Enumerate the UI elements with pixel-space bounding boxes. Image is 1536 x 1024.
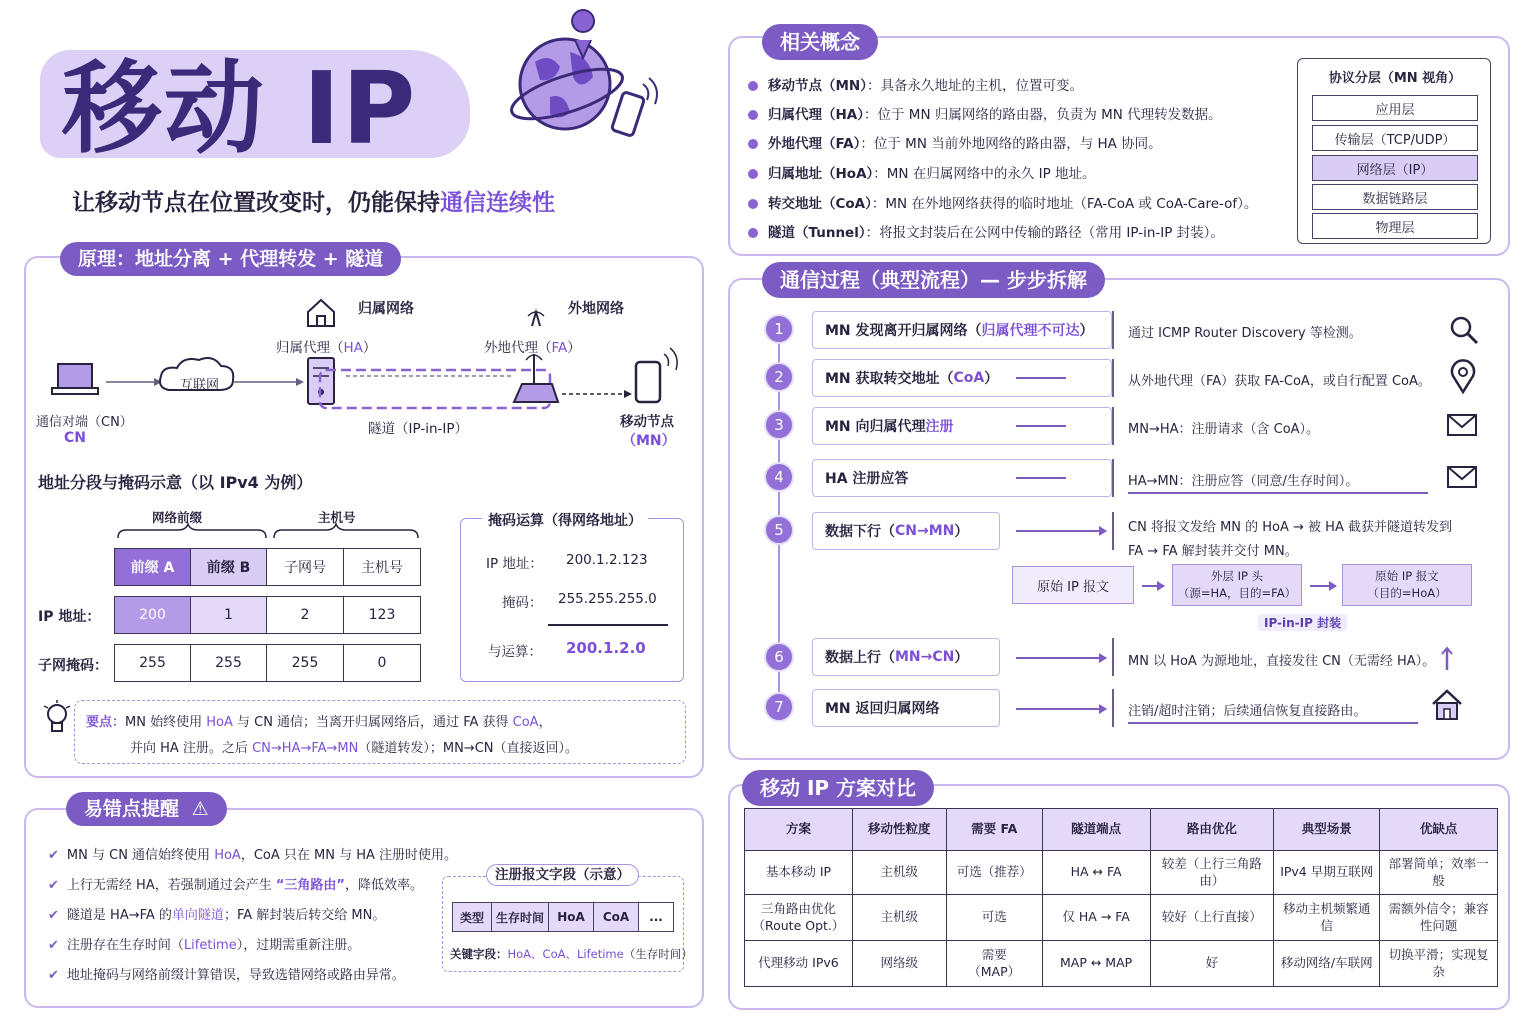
layer-datalink: 数据链路层 [1312,184,1478,210]
ip-row-label: IP 地址： [38,609,101,625]
step-desc: CN 将报文发给 MN 的 HoA → 被 HA 截获并隧道转发到 [1128,520,1452,535]
flow-arrow [1016,708,1106,710]
comparison-heading: 移动 IP 方案对比 [742,770,934,806]
table-header: 隧道端点 [1042,809,1150,851]
step-desc: 从外地代理（FA）获取 FA-CoA，或自行配置 CoA。 [1128,374,1431,389]
ha-label: 归属代理（HA） [276,340,377,356]
magnifier-icon [1448,314,1480,346]
step-number: 4 [764,462,794,492]
table-cell: 移动网络/车联网 [1274,941,1380,987]
flow-arrow [1016,657,1106,659]
table-cell: 需额外信令；兼容性问题 [1380,895,1498,941]
sync-arrow [1016,377,1066,379]
table-cell: HA ↔ FA [1042,851,1150,895]
concept-item: 转交地址（CoA）：MN 在外地网络获得的临时地址（FA-CoA 或 CoA-Care-of）。 [748,192,1257,212]
check-icon: ✔ [48,938,59,953]
table-cell: 部署简单；效率一般 [1380,851,1498,895]
step-title: 数据下行（ CN→MN ） [812,512,1000,550]
reg-field: 生存时间 [491,902,549,932]
step-title: MN 发现离开归属网络（ 归属代理不可达 ） [812,311,1112,349]
mistake-item: ✔ 注册存在生存时间（Lifetime），过期需重新注册。 [48,938,361,953]
calc-and-label: 与运算： [488,644,542,660]
check-icon: ✔ [48,968,59,983]
location-pin-icon [1450,360,1476,394]
table-cell: 移动主机频繁通信 [1274,895,1380,941]
envelope-icon [1447,414,1477,436]
step-number: 3 [764,410,794,440]
mask-calc-title: 掩码运算（得网络地址） [482,510,648,530]
reg-field: ... [638,902,674,932]
table-cell: 主机级 [852,895,946,941]
step-title: MN 返回归属网络 [812,689,1000,727]
tunnel-label: 隧道（IP-in-IP） [368,421,468,437]
mask-row-label: 子网掩码： [38,658,108,674]
step-desc: MN 以 HoA 为源地址，直接发往 CN（无需经 HA）。 [1128,654,1436,669]
col-prefix-b: 前缀 B [190,548,267,586]
encap-tag: IP-in-IP 封装 [1258,614,1347,631]
table-cell: 切换平滑；实现复杂 [1380,941,1498,987]
table-cell: 网络级 [852,941,946,987]
table-row [745,941,1498,987]
col-host: 主机号 [343,548,421,586]
step-title: MN 向归属代理 注册 [812,407,1112,445]
concept-item: 隧道（Tunnel）：将报文封装后在公网中传输的路径（常用 IP-in-IP 封装）。 [748,221,1224,241]
mistake-item: ✔ 隧道是 HA→FA 的单向隧道；FA 解封装后转交给 MN。 [48,908,386,923]
reg-field: CoA [593,902,639,932]
cn-label: 通信对端（CN） [36,415,133,430]
sync-arrow [1016,477,1066,479]
step-title: HA 注册应答 [812,459,1112,497]
mistake-item: ✔ 上行无需经 HA，若强制通过会产生 “三角路由”，降低效率。 [48,878,423,893]
table-cell: 好 [1150,941,1274,987]
table-row [745,895,1498,941]
table-cell: MAP ↔ MAP [1042,941,1150,987]
encap-arrow [1142,585,1164,587]
foreign-network-label: 外地网络 [568,301,624,317]
calc-divider [548,624,668,626]
step-desc: MN→HA：注册请求（含 CoA）。 [1128,422,1320,437]
ip-octet: 2 [266,596,344,634]
table-cell: 可选 [946,895,1042,941]
fa-label: 外地代理（FA） [484,340,581,356]
ip-octet: 123 [343,596,421,634]
laptop-icon [52,364,98,394]
phone-icon [636,348,677,402]
table-cell: 主机级 [852,851,946,895]
table-header: 需要 FA [946,809,1042,851]
mask-octet: 0 [343,644,421,682]
table-header: 移动性粒度 [852,809,946,851]
table-header: 路由优化 [1150,809,1274,851]
table-cell: 三角路由优化 （Route Opt.） [745,895,853,941]
step-desc: HA→MN：注册应答（同意/生存时间）。 [1128,474,1359,489]
calc-mask-value: 255.255.255.0 [558,591,657,607]
protocol-layers-title: 协议分层（MN 视角） [1328,71,1462,86]
step-number: 1 [764,314,794,344]
ip-octet: 1 [190,596,267,634]
process-heading: 通信过程（典型流程）— 步步拆解 [762,262,1105,298]
concept-item: 外地代理（FA）：位于 MN 当前外地网络的路由器，与 HA 协同。 [748,132,1162,152]
table-cell: 仅 HA → FA [1042,895,1150,941]
check-icon: ✔ [48,878,59,893]
col-subnet: 子网号 [266,548,344,586]
step-number: 2 [764,362,794,392]
check-icon: ✔ [48,908,59,923]
lightbulb-icon [42,700,72,738]
internet-label: 互联网 [180,378,220,393]
page-title: 移动 IP [62,50,418,167]
segment-braces [114,522,424,542]
foreign-network-icon [528,312,544,326]
concepts-heading: 相关概念 [762,24,878,60]
mistakes-heading: 易错点提醒 ⚠ [66,792,227,826]
subtitle-highlight: 通信连续性 [440,190,555,216]
step-number: 5 [764,515,794,545]
table-cell: 较好（上行直接） [1150,895,1274,941]
calc-mask-label: 掩码： [502,595,543,611]
ip-octet: 200 [114,596,191,634]
key-point-line2: 并向 HA 注册。之后 CN→HA→FA→MN（隧道转发）；MN→CN（直接返回）。 [130,741,578,756]
mn-label: 移动节点 [620,414,674,430]
step-title: MN 获取转交地址（ CoA ） [812,359,1112,397]
key-point-line1: 要点：MN 始终使用 HoA 与 CN 通信；当离开归属网络后，通过 FA 获得 CoA， [86,715,552,730]
net-prefix-label: 网络前缀 [152,510,203,525]
table-cell: 需要 （MAP） [946,941,1042,987]
globe-icon [505,22,675,152]
step-number: 7 [764,692,794,722]
router-icon [514,354,558,402]
table-header-row [745,809,1498,851]
col-prefix-a: 前缀 A [114,548,191,586]
mask-octet: 255 [114,644,191,682]
arrow-icon [1440,646,1454,672]
cn-abbr: CN [64,430,86,446]
mask-octet: 255 [190,644,267,682]
table-cell: 较差（上行三角路由） [1150,851,1274,895]
layer-network: 网络层（IP） [1312,155,1478,181]
layer-physical: 物理层 [1312,213,1478,239]
check-icon: ✔ [48,848,59,863]
calc-ip-value: 200.1.2.123 [566,552,648,568]
table-row [745,851,1498,895]
step-desc: 注销/超时注销；后续通信恢复直接路由。 [1128,704,1367,719]
concept-item: 归属代理（HA）：位于 MN 归属网络的路由器，负责为 MN 代理转发数据。 [748,103,1222,123]
comparison-table [744,808,1498,987]
reg-field: HoA [548,902,594,932]
layer-application: 应用层 [1312,95,1478,121]
step-number: 6 [764,642,794,672]
principle-heading: 原理：地址分离 + 代理转发 + 隧道 [60,242,401,276]
step-desc-line2: FA → FA 解封装并交付 MN。 [1128,544,1298,559]
flow-arrow [1016,530,1106,532]
calc-ip-label: IP 地址： [486,556,543,572]
table-cell: 基本移动 IP [745,851,853,895]
reg-field: 类型 [452,902,492,932]
desc-underline [1128,492,1428,494]
host-id-label: 主机号 [318,510,356,525]
encap-outer: 外层 IP 头 （源=HA，目的=FA） [1172,564,1302,606]
step-title: 数据上行（ MN→CN ） [812,638,1000,676]
reg-fields-title: 注册报文字段（示意） [486,864,639,886]
envelope-icon [1447,466,1477,488]
concept-item: 归属地址（HoA）：MN 在归属网络中的永久 IP 地址。 [748,162,1096,182]
home-network-label: 归属网络 [358,301,414,317]
step-desc: 通过 ICMP Router Discovery 等检测。 [1128,326,1362,341]
table-cell: 代理移动 IPv6 [745,941,853,987]
table-cell: 可选（推荐） [946,851,1042,895]
warning-icon: ⚠ [191,798,209,820]
encap-arrow [1310,585,1336,587]
concept-item: 移动节点（MN）：具备永久地址的主机，位置可变。 [748,74,1083,94]
table-header: 典型场景 [1274,809,1380,851]
home-icon [1430,688,1464,722]
encap-inner: 原始 IP 报文 （目的=HoA） [1342,564,1472,606]
subtitle-text: 让移动节点在位置改变时，仍能保持 [72,190,440,216]
mistake-item: ✔ 地址掩码与网络前缀计算错误，导致选错网络或路由异常。 [48,968,405,983]
encap-original: 原始 IP 报文 [1012,566,1134,604]
table-header: 方案 [745,809,853,851]
home-network-icon [308,300,334,326]
layer-transport: 传输层（TCP/UDP） [1312,125,1478,151]
table-header: 优缺点 [1380,809,1498,851]
table-cell: IPv4 早期互联网 [1274,851,1380,895]
address-title: 地址分段与掩码示意（以 IPv4 为例） [38,473,313,492]
mistake-item: ✔ MN 与 CN 通信始终使用 HoA，CoA 只在 MN 与 HA 注册时使用。 [48,848,458,863]
desc-underline [1128,722,1418,724]
page-subtitle [72,184,555,217]
calc-and-value: 200.1.2.0 [566,639,646,657]
reg-key: 关键字段：HoA、CoA、Lifetime（生存时间） [450,947,693,961]
protocol-layers-box [1297,58,1491,244]
mn-abbr: （MN） [622,433,676,449]
concept-list [728,36,1288,256]
mask-octet: 255 [266,644,344,682]
sync-arrow [1016,425,1066,427]
